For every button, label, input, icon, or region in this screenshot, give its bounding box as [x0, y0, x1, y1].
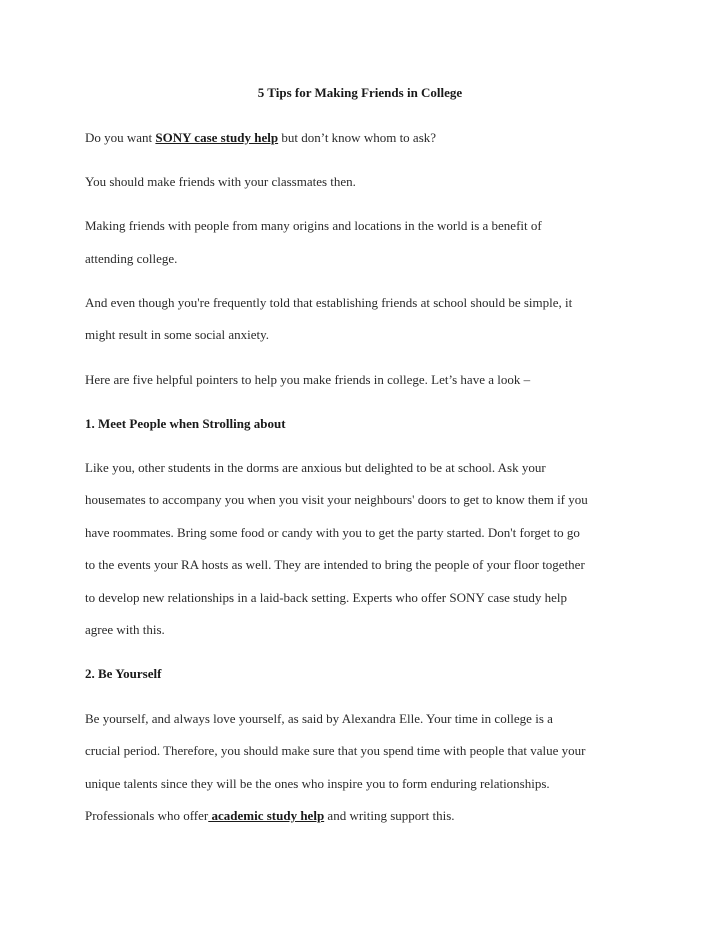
section-1-line-4: to the events your RA hosts as well. They are intended to bring the people of your floor together — [85, 557, 585, 572]
section-2-line-4 — [85, 808, 455, 824]
document-title: 5 Tips for Making Friends in College — [257, 85, 463, 100]
section-2-line-3: unique talents since they will be the ones who inspire you to form enduring relationships. — [85, 776, 550, 791]
academic-study-help-link[interactable]: academic study help — [208, 808, 325, 823]
paragraph-1-line-2: attending college. — [85, 251, 178, 266]
section-1-line-6: agree with this. — [85, 622, 165, 637]
section-1-line-5: to develop new relationships in a laid-back setting. Experts who offer SONY case study help — [85, 590, 567, 605]
section-1-line-1: Like you, other students in the dorms are anxious but delighted to be at school. Ask your — [85, 460, 546, 475]
paragraph-2-line-1: And even though you're frequently told that establishing friends at school should be simple, it — [85, 295, 573, 310]
paragraph-1-line-1: Making friends with people from many origins and locations in the world is a benefit of — [85, 218, 542, 233]
intro-line-2: You should make friends with your classmates then. — [85, 174, 356, 189]
sony-case-study-help-link[interactable]: SONY case study help — [155, 130, 279, 145]
section-2-line-1: Be yourself, and always love yourself, as said by Alexandra Elle. Your time in college is a — [85, 711, 553, 726]
paragraph-3: Here are five helpful pointers to help you make friends in college. Let’s have a look – — [85, 372, 531, 387]
section-1-line-2: housemates to accompany you when you visit your neighbours' doors to get to know them if you — [85, 492, 588, 507]
section-2-line-4-before: Professionals who offer — [85, 808, 209, 823]
section-1-line-3: have roommates. Bring some food or candy with you to get the party started. Don't forget to go — [85, 525, 580, 540]
section-1-heading: 1. Meet People when Strolling about — [85, 416, 286, 431]
intro-question-before: Do you want — [85, 130, 156, 145]
intro-question-after: but don’t know whom to ask? — [278, 130, 437, 145]
paragraph-2-line-2: might result in some social anxiety. — [85, 327, 270, 342]
section-2-line-4-after: and writing support this. — [324, 808, 455, 823]
section-2-line-2: crucial period. Therefore, you should make sure that you spend time with people that value your — [85, 743, 586, 758]
section-2-heading: 2. Be Yourself — [85, 666, 162, 681]
intro-question — [85, 130, 436, 146]
